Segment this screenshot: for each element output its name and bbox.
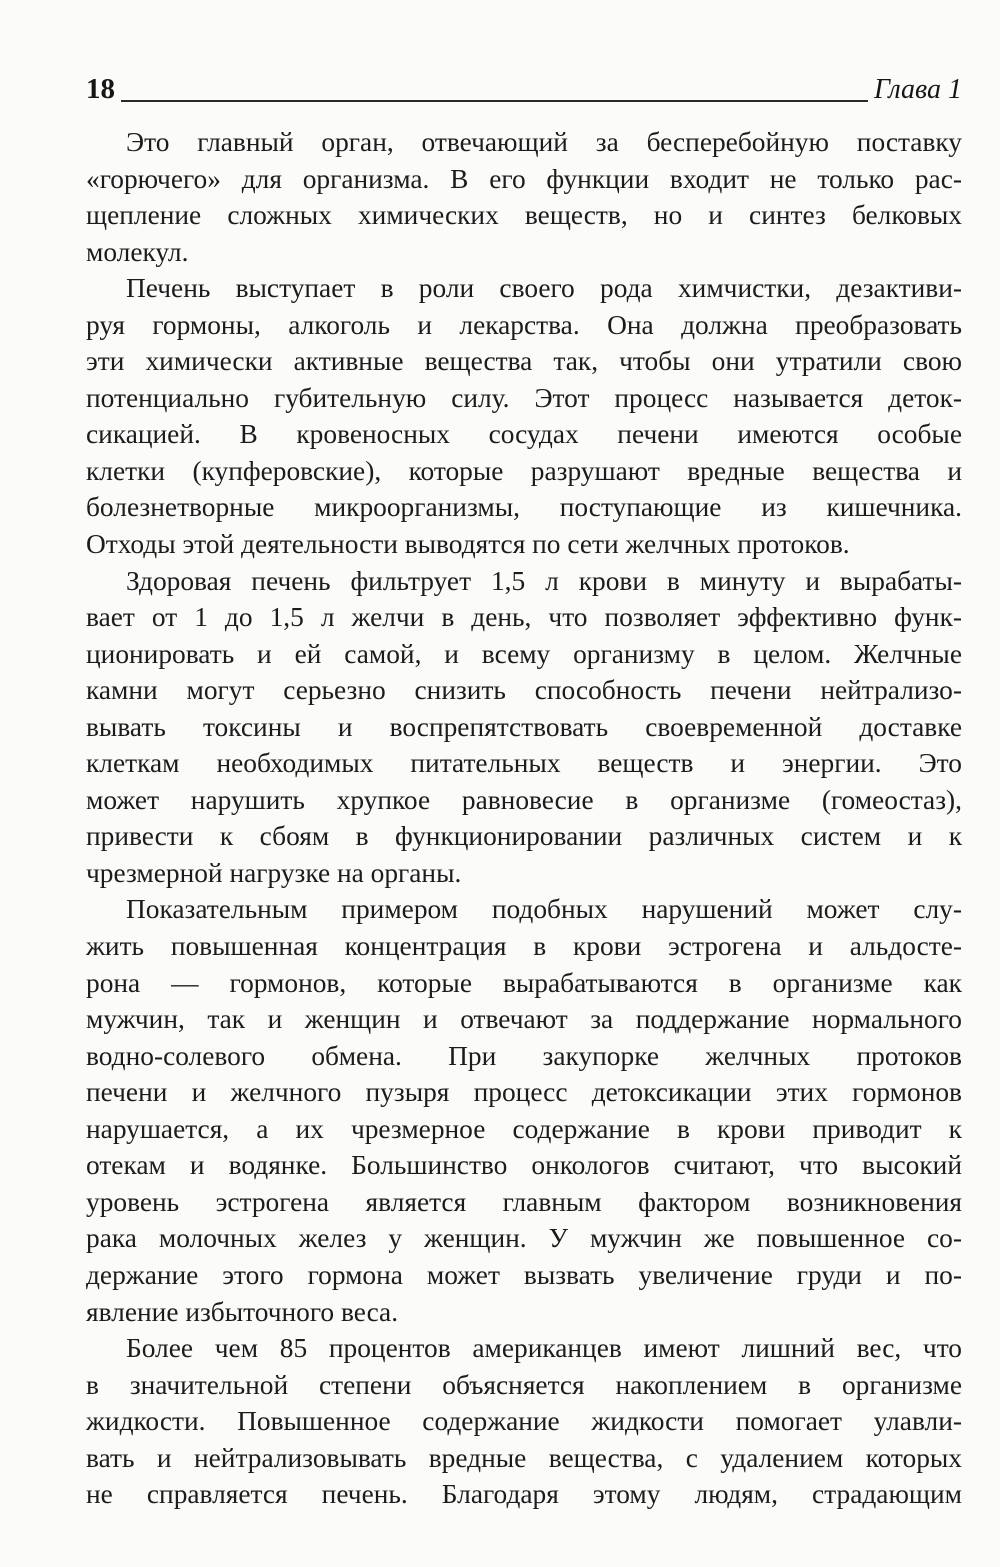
text-line: Здоровая печень фильтрует 1,5 л крови в минуту и вырабаты-	[126, 565, 962, 596]
text-line: отекам и водянке. Большинство онкологов считают, что высокий	[86, 1150, 962, 1181]
text-line: эти химически активные вещества так, чтобы они утратили свою	[86, 346, 962, 377]
text-line: камни могут серьезно снизить способность печени нейтрализо-	[86, 675, 962, 706]
text-line: болезнетворные микроорганизмы, поступающие из кишечника.	[86, 492, 962, 523]
text-line: печени и желчного пузыря процесс детоксикации этих гормонов	[86, 1077, 962, 1108]
text-line: чрезмерной нагрузке на органы.	[86, 857, 462, 888]
text-line: не справляется печень. Благодаря этому людям, страдающим	[86, 1479, 962, 1510]
text-line: щепление сложных химических веществ, но и синтез белковых	[86, 200, 962, 231]
text-line: рака молочных желез у женщин. У мужчин же повышенное со-	[86, 1223, 962, 1254]
text-line: Показательным примером подобных нарушений может слу-	[126, 894, 962, 925]
text-line: жить повышенная концентрация в крови эстрогена и альдосте-	[86, 931, 962, 962]
text-line: клетки (купферовские), которые разрушают вредные вещества и	[86, 455, 962, 486]
text-line: держание этого гормона может вызвать увеличение груди и по-	[86, 1259, 962, 1290]
text-line: привести к сбоям в функционировании различных систем и к	[86, 821, 962, 852]
text-line: клеткам необходимых питательных веществ и энергии. Это	[86, 748, 962, 779]
text-line: мужчин, так и женщин и отвечают за поддержание нормального	[86, 1004, 962, 1035]
header-rule	[121, 100, 868, 102]
text-line: водно-солевого обмена. При закупорке желчных протоков	[86, 1040, 962, 1071]
paragraph	[86, 563, 962, 892]
text-line: уровень эстрогена является главным фактором возникновения	[86, 1186, 962, 1217]
paragraph	[86, 891, 962, 1330]
page-number: 18	[86, 73, 115, 105]
text-line: Это главный орган, отвечающий за бесперебойную поставку	[126, 127, 962, 157]
paragraph	[86, 1330, 962, 1513]
body-text	[86, 124, 962, 1513]
text-line: Печень выступает в роли своего рода химчистки, дезактиви-	[126, 273, 962, 304]
text-line: ционировать и ей самой, и всему организму в целом. Желчные	[86, 638, 962, 669]
text-line: «горючего» для организма. В его функции входит не только рас-	[86, 163, 962, 194]
text-line: Отходы этой деятельности выводятся по сети желчных протоков.	[86, 529, 850, 560]
text-line: жидкости. Повышенное содержание жидкости помогает улавли-	[86, 1406, 962, 1437]
paragraph	[86, 270, 962, 562]
text-line: молекул.	[86, 236, 189, 267]
paragraph	[86, 124, 962, 270]
text-line: сикацией. В кровеносных сосудах печени имеются особые	[86, 419, 962, 450]
text-line: рона — гормонов, которые вырабатываются в организме как	[86, 967, 962, 998]
text-line: может нарушить хрупкое равновесие в организме (гомеостаз),	[86, 784, 962, 815]
running-header	[86, 70, 962, 110]
text-line: вает от 1 до 1,5 л желчи в день, что позволяет эффективно функ-	[86, 602, 962, 633]
text-line: вать и нейтрализовывать вредные вещества, с удалением которых	[86, 1442, 962, 1473]
text-line: вывать токсины и воспрепятствовать своевременной доставке	[86, 711, 962, 742]
text-line: руя гормоны, алкоголь и лекарства. Она должна преобразовать	[86, 309, 962, 340]
text-line: в значительной степени объясняется накоплением в организме	[86, 1369, 962, 1400]
text-line: нарушается, а их чрезмерное содержание в крови приводит к	[86, 1113, 962, 1144]
text-line: явление избыточного веса.	[86, 1296, 399, 1327]
chapter-title: Глава 1	[874, 74, 962, 105]
text-line: Более чем 85 процентов американцев имеют лишний вес, что	[126, 1333, 962, 1364]
text-line: потенциально губительную силу. Этот процесс называется деток-	[86, 382, 962, 413]
